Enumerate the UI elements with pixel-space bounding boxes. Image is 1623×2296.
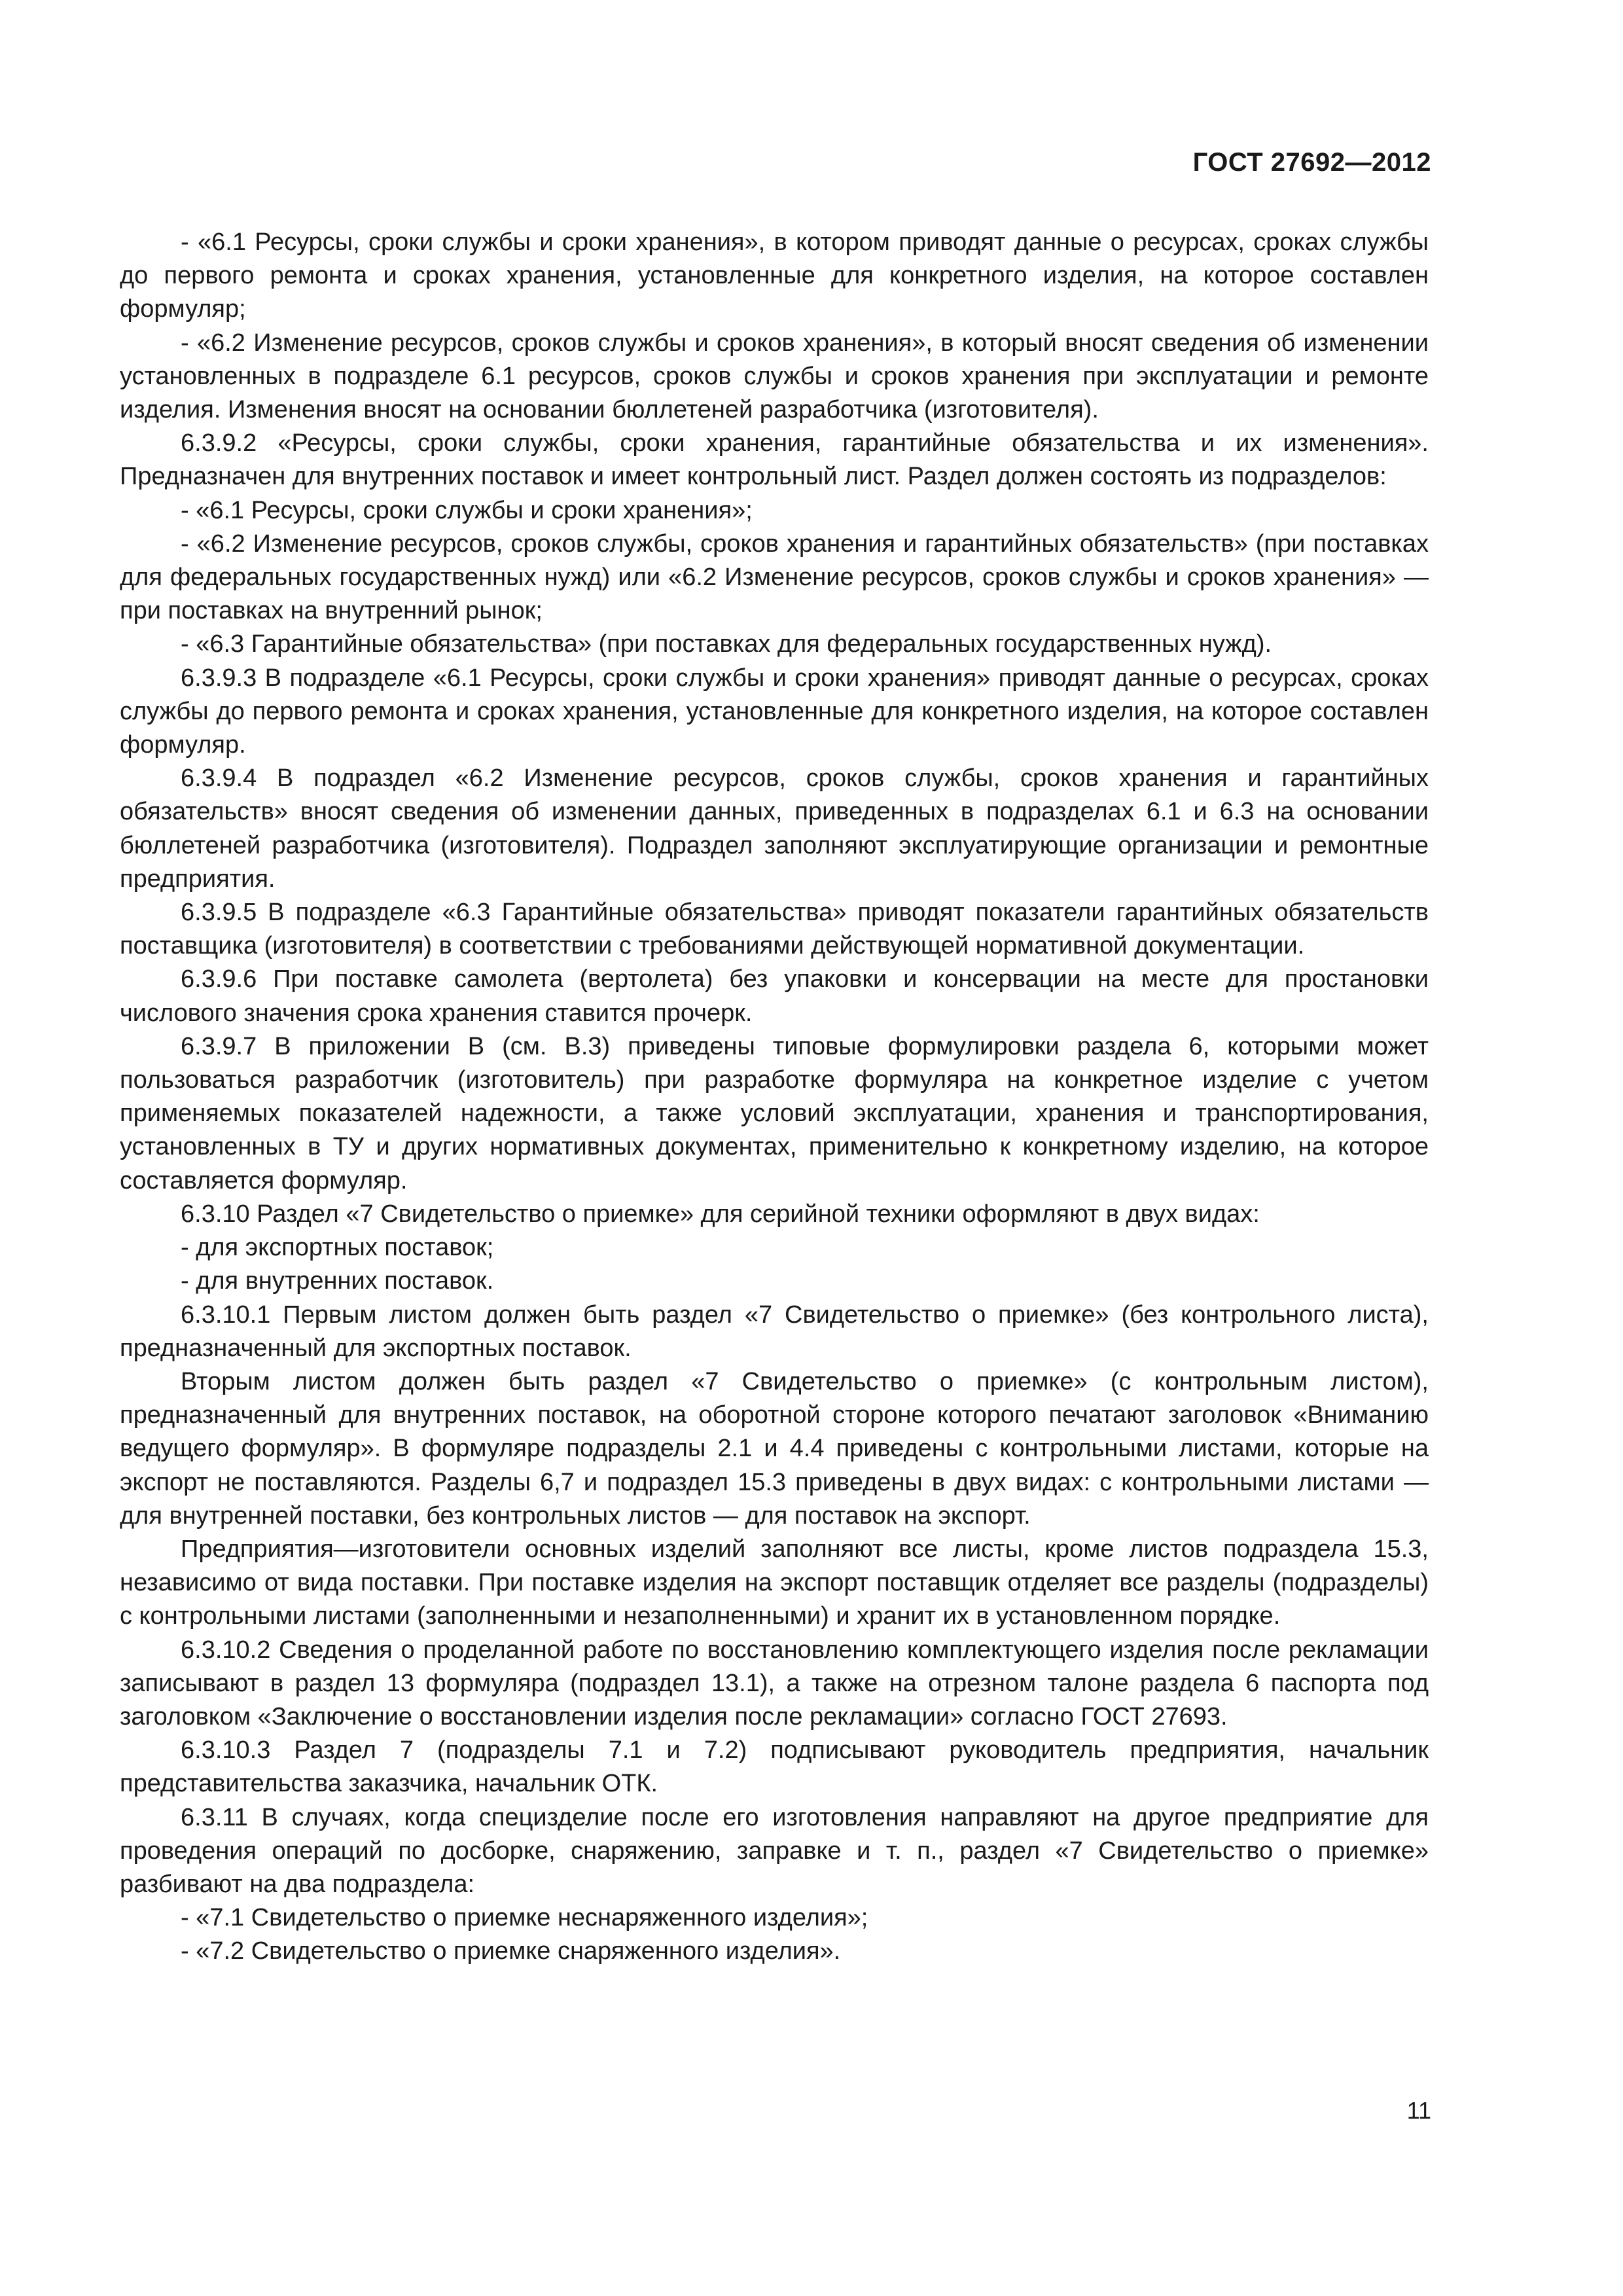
paragraph: 6.3.9.2 «Ресурсы, сроки службы, сроки хранения, гарантийные обязательства и их изменения». Предназначен для внутренних поставок и имеет контрольный лист. Раздел должен состоять из подразделов: (120, 429, 1429, 491)
paragraph: - «6.2 Изменение ресурсов, сроков службы и сроков хранения», в который вносят сведения об изменении установленных в подразделе 6.1 ресурсов, сроков службы и сроков хранения при эксплуатации и ремонте изделия. Изменения вносят на основании бюллетеней разработчика (изготовителя). (120, 329, 1429, 424)
paragraph: - «6.2 Изменение ресурсов, сроков службы, сроков хранения и гарантийных обязательств» (при поставках для федеральных государственных нужд) или «6.2 Изменение ресурсов, сроков службы и сроков хранения» — при поставках на внутренний рынок; (120, 529, 1429, 625)
paragraph: 6.3.10 Раздел «7 Свидетельство о приемке» для серийной техники оформляют в двух видах: (181, 1200, 1260, 1228)
paragraph: - «6.1 Ресурсы, сроки службы и сроки хранения», в котором приводят данные о ресурсах, сроках службы до первого ремонта и сроках хранения, установленные для конкретного изделия, на которое составлен формуляр; (120, 228, 1429, 323)
paragraph: Вторым листом должен быть раздел «7 Свидетельство о приемке» (с контрольным листом), предназначенный для внутренних поставок, на оборотной стороне которого печатают заголовок «Вниманию ведущего формуляр». В формуляре подразделы 2.1 и 4.4 приведены с контрольными листами, которые на экспорт не поставляются. Разделы 6,7 и подраздел 15.3 приведены в двух видах: с контрольными листами — для внутренней поставки, без контрольных листов — для поставок на экспорт. (120, 1367, 1429, 1530)
paragraph: 6.3.10.1 Первым листом должен быть раздел «7 Свидетельство о приемке» (без контрольного листа), предназначенный для экспортных поставок. (120, 1300, 1429, 1362)
paragraph: - для экспортных поставок; (181, 1234, 494, 1262)
paragraph: 6.3.9.7 В приложении В (см. В.3) приведены типовые формулировки раздела 6, которыми может пользоваться разработчик (изготовитель) при разработке формуляра на конкретное изделие с учетом применяемых показателей надежности, а также условий эксплуатации, хранения и транспортирования, установленных в ТУ и других нормативных документах, применительно к конкретному изделию, на которое составляется формуляр. (120, 1032, 1429, 1194)
standard-designation: ГОСТ 27692—2012 (1192, 148, 1431, 177)
paragraph: 6.3.10.3 Раздел 7 (подразделы 7.1 и 7.2) подписывают руководитель предприятия, начальник представительства заказчика, начальник ОТК. (120, 1736, 1429, 1798)
paragraph: 6.3.10.2 Сведения о проделанной работе по восстановлению комплектующего изделия после рекламации записывают в раздел 13 формуляра (подраздел 13.1), а также на отрезном талоне раздела 6 паспорта под заголовком «Заключение о восстановлении изделия после рекламации» согласно ГОСТ 27693. (120, 1636, 1429, 1731)
paragraph: 6.3.9.3 В подразделе «6.1 Ресурсы, сроки службы и сроки хранения» приводят данные о ресурсах, сроках службы до первого ремонта и сроках хранения, установленные для конкретного изделия, на которое составлен формуляр. (120, 664, 1429, 759)
paragraph: - для внутренних поставок. (181, 1267, 494, 1295)
paragraph: - «6.1 Ресурсы, сроки службы и сроки хранения»; (181, 496, 753, 524)
body-text (120, 226, 1429, 1969)
paragraph: - «7.1 Свидетельство о приемке неснаряженного изделия»; (181, 1904, 868, 1932)
paragraph: 6.3.11 В случаях, когда специзделие после его изготовления направляют на другое предприятие для проведения операций по досборке, снаряжению, заправке и т. п., раздел «7 Свидетельство о приемке» разбивают на два подраздела: (120, 1803, 1429, 1898)
page-number: 11 (1406, 2097, 1431, 2124)
paragraph: - «6.3 Гарантийные обязательства» (при поставках для федеральных государственных нужд). (181, 630, 1272, 658)
paragraph: 6.3.9.5 В подразделе «6.3 Гарантийные обязательства» приводят показатели гарантийных обязательств поставщика (изготовителя) в соответствии с требованиями действующей нормативной документации. (120, 899, 1429, 960)
paragraph: 6.3.9.6 При поставке самолета (вертолета) без упаковки и консервации на месте для простановки числового значения срока хранения ставится прочерк. (120, 965, 1429, 1027)
paragraph: Предприятия—изготовители основных изделий заполняют все листы, кроме листов подраздела 15.3, независимо от вида поставки. При поставке изделия на экспорт поставщик отделяет все разделы (подразделы) с контрольными листами (заполненными и незаполненными) и хранит их в установленном порядке. (120, 1535, 1429, 1630)
paragraph: 6.3.9.4 В подраздел «6.2 Изменение ресурсов, сроков службы, сроков хранения и гарантийных обязательств» вносят сведения об изменении данных, приведенных в подразделах 6.1 и 6.3 на основании бюллетеней разработчика (изготовителя). Подраздел заполняют эксплуатирующие организации и ремонтные предприятия. (120, 764, 1429, 893)
paragraph: - «7.2 Свидетельство о приемке снаряженного изделия». (181, 1937, 841, 1965)
